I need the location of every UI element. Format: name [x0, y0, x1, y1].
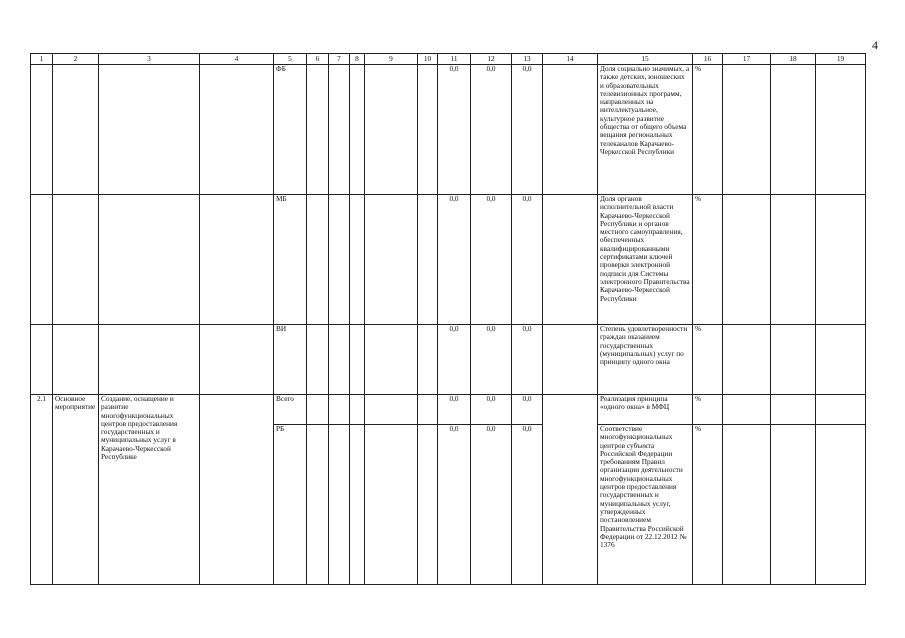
cell-empty	[350, 65, 365, 195]
cell-empty	[543, 395, 598, 585]
cell-unit: %	[693, 425, 723, 585]
cell-unit: %	[693, 195, 723, 325]
column-number-row	[31, 54, 866, 65]
cell-empty	[418, 195, 438, 325]
cell-indicator: Реализация принципа «одного окна» в МФЦ	[598, 395, 693, 425]
cell-empty	[723, 425, 771, 585]
cell-value-11: 0,0	[438, 325, 471, 395]
cell-activity-type	[53, 65, 99, 195]
cell-value-11: 0,0	[438, 395, 471, 425]
cell-empty	[329, 65, 350, 195]
cell-empty	[307, 195, 329, 325]
cell-activity-type	[53, 195, 99, 325]
cell-funding-source: РБ	[274, 425, 307, 585]
column-header: 18	[771, 54, 816, 65]
cell-activity-type	[53, 325, 99, 395]
cell-empty	[200, 325, 274, 395]
cell-empty	[350, 195, 365, 325]
cell-empty	[723, 395, 771, 425]
cell-empty	[365, 395, 418, 425]
cell-activity-name	[99, 65, 200, 195]
cell-unit: %	[693, 395, 723, 425]
cell-empty	[350, 395, 365, 425]
column-header: 8	[350, 54, 365, 65]
cell-activity-type: Основное мероприятие	[53, 395, 99, 585]
cell-value-11: 0,0	[438, 65, 471, 195]
cell-empty	[329, 395, 350, 425]
cell-empty	[350, 325, 365, 395]
cell-empty	[307, 425, 329, 585]
table-row	[31, 325, 866, 395]
cell-empty	[329, 195, 350, 325]
cell-empty	[816, 425, 866, 585]
cell-empty	[543, 65, 598, 195]
cell-activity-name: Создание, оснащение и развитие многофункциональных центров предоставления государственных и муниципальных услуг в Карачаево-Черкесской Республике	[99, 395, 200, 585]
cell-empty	[771, 195, 816, 325]
column-header: 12	[471, 54, 512, 65]
cell-value-12: 0,0	[471, 395, 512, 425]
cell-activity-name	[99, 195, 200, 325]
column-header: 9	[365, 54, 418, 65]
program-table	[30, 53, 866, 585]
column-header: 6	[307, 54, 329, 65]
cell-unit: %	[693, 325, 723, 395]
cell-number: 2.1	[31, 395, 53, 585]
cell-empty	[543, 325, 598, 395]
column-header: 5	[274, 54, 307, 65]
cell-empty	[307, 325, 329, 395]
cell-unit: %	[693, 65, 723, 195]
cell-empty	[329, 425, 350, 585]
cell-empty	[723, 195, 771, 325]
cell-empty	[816, 195, 866, 325]
column-header: 14	[543, 54, 598, 65]
cell-empty	[418, 425, 438, 585]
column-header: 19	[816, 54, 866, 65]
cell-empty	[418, 65, 438, 195]
cell-funding-source: ФБ	[274, 65, 307, 195]
cell-empty	[418, 325, 438, 395]
column-header: 3	[99, 54, 200, 65]
cell-value-13: 0,0	[512, 65, 543, 195]
page-number: 4	[872, 38, 878, 52]
cell-empty	[350, 425, 365, 585]
cell-value-12: 0,0	[471, 325, 512, 395]
cell-indicator: Доля социально значимых, а также детских, юношеских и образовательных телевизионных программ, направленных на интеллектуальное, культурное развитие общества от общего объема вещания региональных телеканалов Карачаево-Черкесской Республики	[598, 65, 693, 195]
column-header: 2	[53, 54, 99, 65]
table-row	[31, 395, 866, 425]
cell-number	[31, 65, 53, 195]
cell-empty	[329, 325, 350, 395]
cell-funding-source: ВИ	[274, 325, 307, 395]
cell-value-13: 0,0	[512, 395, 543, 425]
cell-empty	[365, 425, 418, 585]
cell-indicator: Степень удовлетворенности граждан оказанием государственных (муниципальных) услуг по принципу одного окна	[598, 325, 693, 395]
column-header: 4	[200, 54, 274, 65]
cell-funding-source: Всего	[274, 395, 307, 425]
cell-empty	[200, 65, 274, 195]
cell-empty	[200, 195, 274, 325]
cell-empty	[723, 65, 771, 195]
cell-empty	[771, 65, 816, 195]
cell-empty	[307, 65, 329, 195]
table-row	[31, 195, 866, 325]
cell-value-12: 0,0	[471, 65, 512, 195]
cell-activity-name	[99, 325, 200, 395]
column-header: 10	[418, 54, 438, 65]
cell-value-13: 0,0	[512, 425, 543, 585]
cell-empty	[365, 65, 418, 195]
cell-empty	[816, 65, 866, 195]
cell-empty	[816, 325, 866, 395]
cell-indicator: Доля органов исполнительной власти Карачаево-Черкесской Республики и органов местного самоуправления, обеспеченных квалифицированными сертификатами ключей проверки электронной подписи для Системы электронного Правительства Карачаево-Черкесской Республики	[598, 195, 693, 325]
cell-empty	[365, 325, 418, 395]
column-header: 11	[438, 54, 471, 65]
column-header: 16	[693, 54, 723, 65]
cell-empty	[365, 195, 418, 325]
cell-value-13: 0,0	[512, 195, 543, 325]
cell-indicator: Соответствие многофункциональных центров субъекта Российской Федерации требованиям Правил организации деятельности многофункциональных центров предоставления государственных и муниципальных услуг, утвержденных постановлением Правительства Российской Федерации от 22.12.2012 № 1376	[598, 425, 693, 585]
column-header: 17	[723, 54, 771, 65]
cell-funding-source: МБ	[274, 195, 307, 325]
cell-value-11: 0,0	[438, 425, 471, 585]
cell-number	[31, 325, 53, 395]
cell-empty	[771, 325, 816, 395]
column-header: 13	[512, 54, 543, 65]
cell-empty	[307, 395, 329, 425]
cell-empty	[543, 195, 598, 325]
column-header: 15	[598, 54, 693, 65]
cell-value-12: 0,0	[471, 195, 512, 325]
table-row	[31, 65, 866, 195]
cell-value-12: 0,0	[471, 425, 512, 585]
cell-empty	[200, 395, 274, 585]
cell-empty	[816, 395, 866, 425]
column-header: 1	[31, 54, 53, 65]
column-header: 7	[329, 54, 350, 65]
cell-empty	[771, 395, 816, 425]
cell-empty	[723, 325, 771, 395]
cell-empty	[418, 395, 438, 425]
cell-empty	[771, 425, 816, 585]
cell-number	[31, 195, 53, 325]
cell-value-13: 0,0	[512, 325, 543, 395]
cell-value-11: 0,0	[438, 195, 471, 325]
